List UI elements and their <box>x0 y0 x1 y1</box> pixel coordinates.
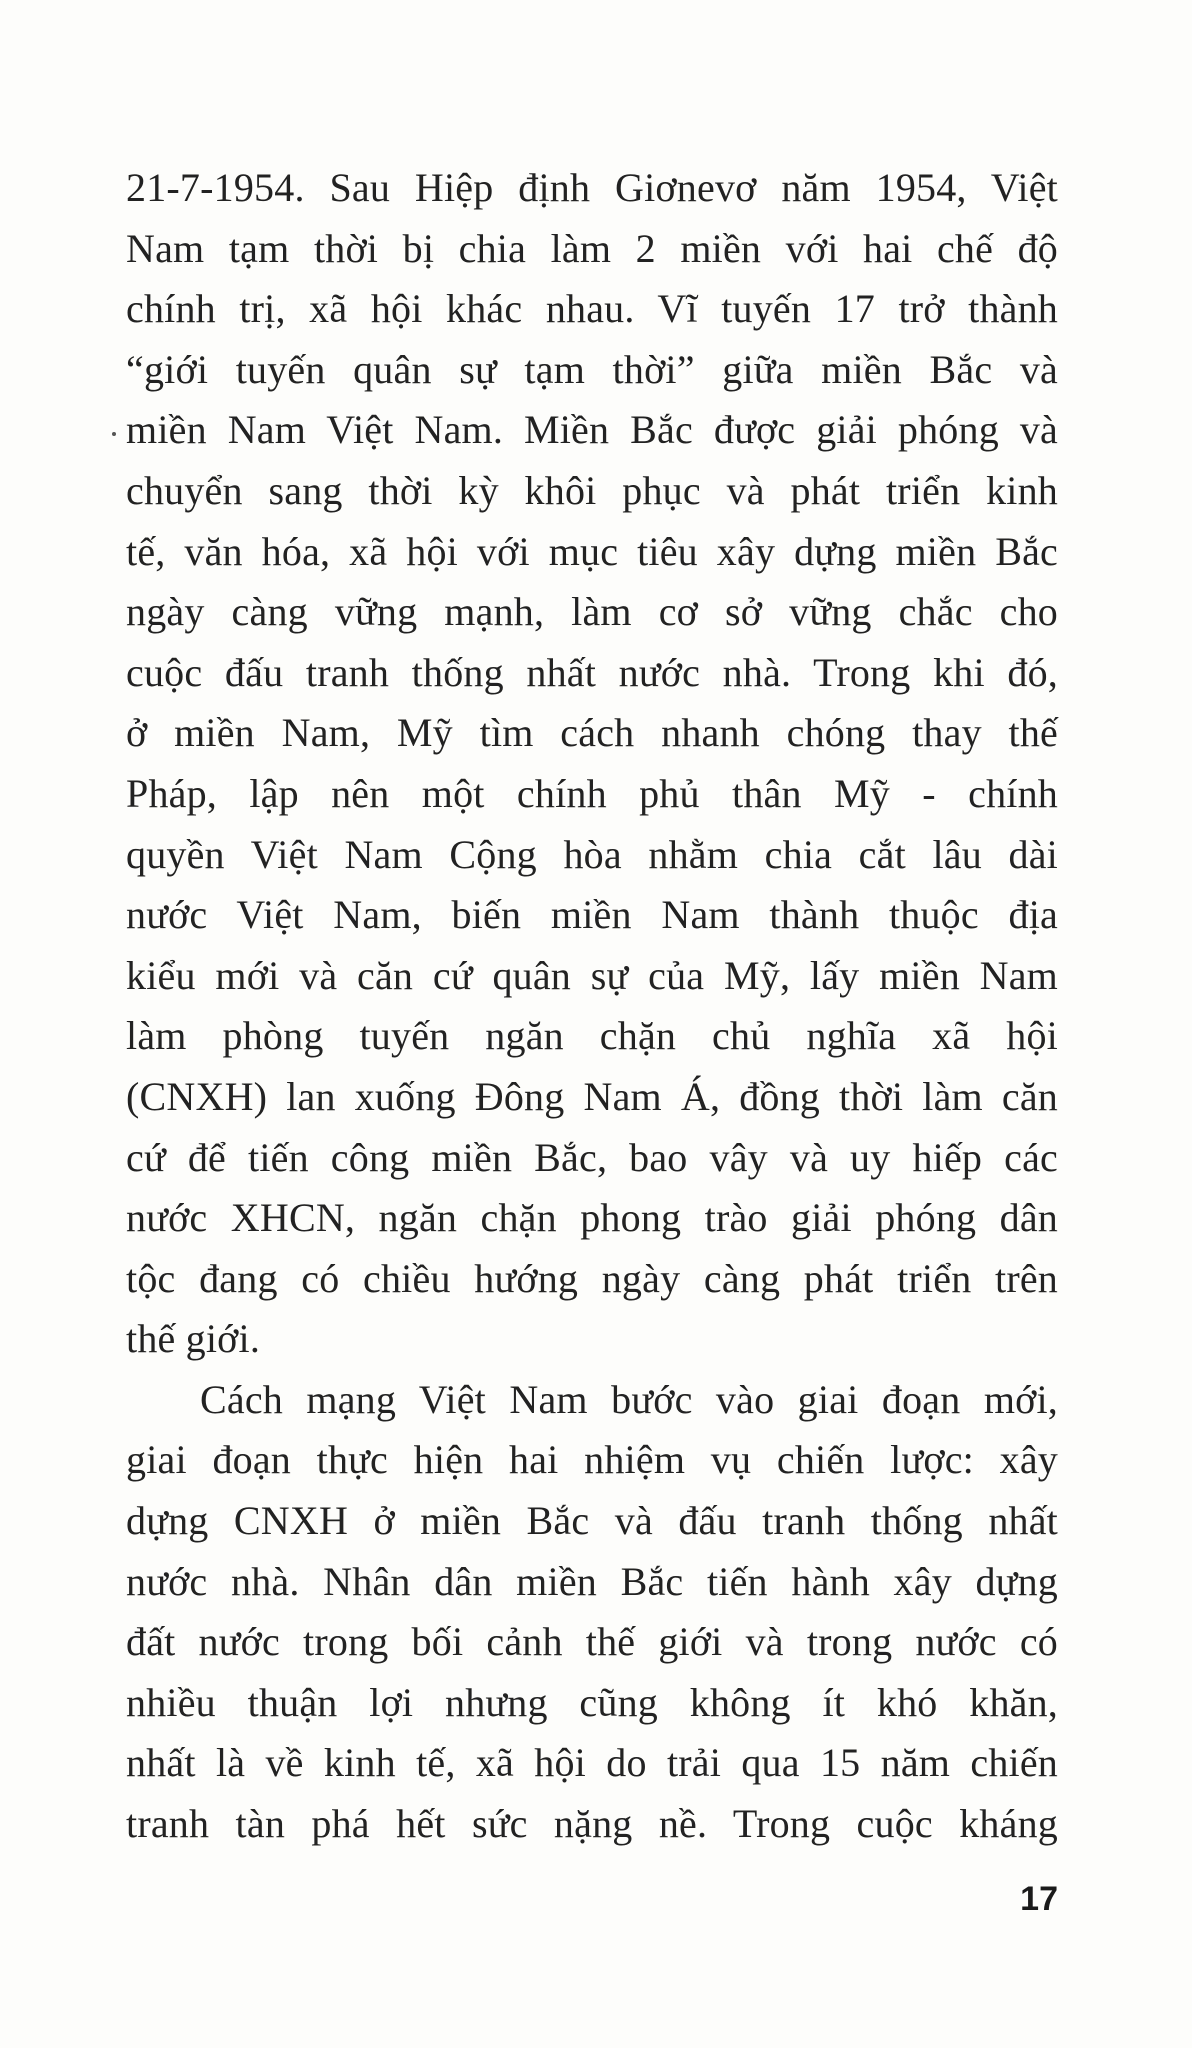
body-text <box>126 158 1058 1855</box>
text-line: ở miền Nam, Mỹ tìm cách nhanh chóng thay thế <box>126 710 1058 756</box>
text-line: thế giới. <box>126 1316 261 1362</box>
text-line: (CNXH) lan xuống Đông Nam Á, đồng thời làm căn <box>126 1073 1058 1119</box>
text-line: làm phòng tuyến ngăn chặn chủ nghĩa xã hội <box>126 1013 1058 1059</box>
text-line: nước nhà. Nhân dân miền Bắc tiến hành xây dựng <box>126 1558 1058 1604</box>
text-line: tế, văn hóa, xã hội với mục tiêu xây dựng miền Bắc <box>126 528 1058 574</box>
text-line: Nam tạm thời bị chia làm 2 miền với hai chế độ <box>126 225 1058 271</box>
page-number: 17 <box>1020 1880 1058 1918</box>
text-line: nước XHCN, ngăn chặn phong trào giải phóng dân <box>126 1195 1058 1241</box>
paragraph-1 <box>126 158 1058 1370</box>
text-line: dựng CNXH ở miền Bắc và đấu tranh thống nhất <box>126 1498 1058 1544</box>
text-line: Pháp, lập nên một chính phủ thân Mỹ - chính <box>126 770 1058 816</box>
text-line: “giới tuyến quân sự tạm thời” giữa miền Bắc và <box>126 346 1058 392</box>
text-line: cứ để tiến công miền Bắc, bao vây và uy hiếp các <box>126 1134 1058 1180</box>
text-line: quyền Việt Nam Cộng hòa nhằm chia cắt lâu dài <box>126 831 1058 877</box>
text-line: 21-7-1954. Sau Hiệp định Giơnevơ năm 1954, Việt <box>126 165 1058 210</box>
text-line: miền Nam Việt Nam. Miền Bắc được giải phóng và <box>126 407 1058 453</box>
text-line: nhất là về kinh tế, xã hội do trải qua 15 năm chiến <box>126 1740 1058 1786</box>
margin-mark <box>112 432 116 436</box>
text-line: tộc đang có chiều hướng ngày càng phát triển trên <box>126 1255 1058 1301</box>
text-line: nước Việt Nam, biến miền Nam thành thuộc địa <box>126 892 1058 938</box>
text-line: giai đoạn thực hiện hai nhiệm vụ chiến lược: xây <box>126 1437 1058 1483</box>
text-line: đất nước trong bối cảnh thế giới và trong nước có <box>126 1619 1058 1665</box>
paragraph-2 <box>126 1370 1058 1855</box>
text-line: kiểu mới và căn cứ quân sự của Mỹ, lấy miền Nam <box>126 952 1058 998</box>
text-line: nhiều thuận lợi nhưng cũng không ít khó khăn, <box>126 1679 1058 1725</box>
text-line: ngày càng vững mạnh, làm cơ sở vững chắc cho <box>126 589 1058 635</box>
text-line: chính trị, xã hội khác nhau. Vĩ tuyến 17 trở thành <box>126 286 1058 332</box>
text-line: tranh tàn phá hết sức nặng nề. Trong cuộc kháng <box>126 1801 1058 1847</box>
text-line: cuộc đấu tranh thống nhất nước nhà. Trong khi đó, <box>126 649 1058 695</box>
text-line: chuyển sang thời kỳ khôi phục và phát triển kinh <box>126 467 1058 513</box>
text-line: Cách mạng Việt Nam bước vào giai đoạn mới, <box>200 1376 1058 1422</box>
